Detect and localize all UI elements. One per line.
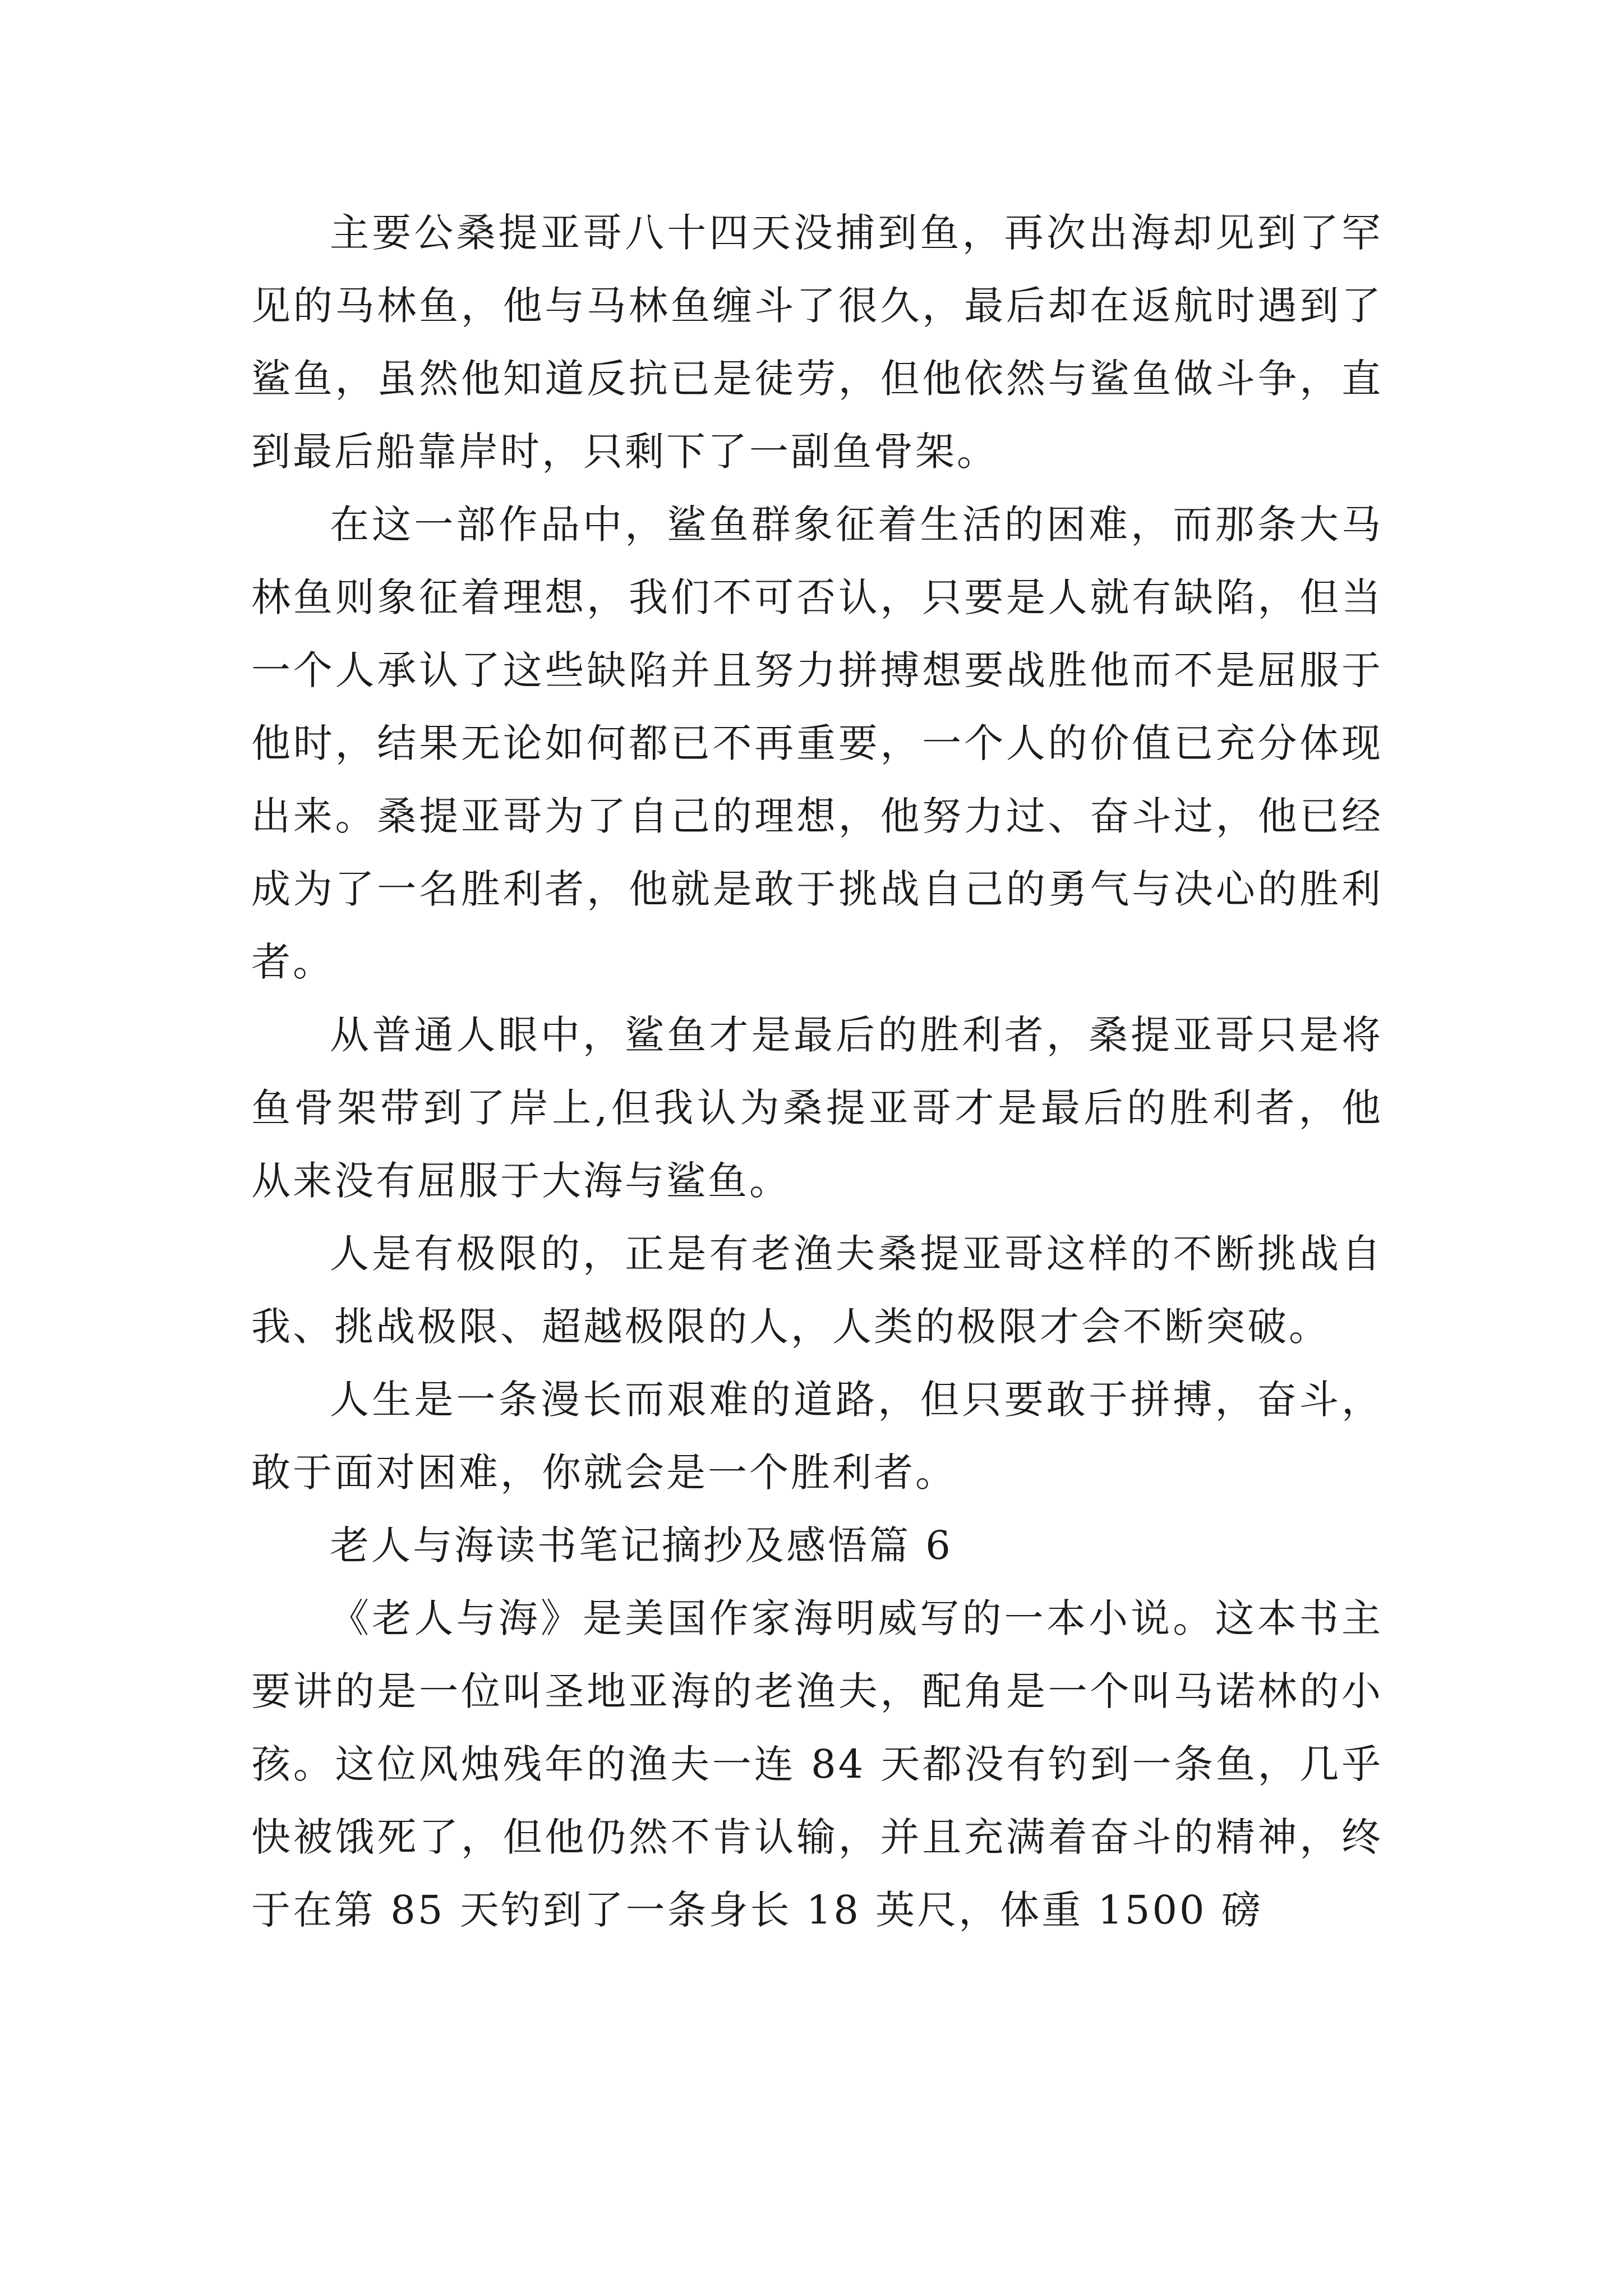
paragraph: 在这一部作品中，鲨鱼群象征着生活的困难，而那条大马林鱼则象征着理想，我们不可否认，只要是人就有缺陷，但当一个人承认了这些缺陷并且努力拼搏想要战胜他而不是屈服于他时，结果无论如何都已不再重要，一个人的价值已充分体现出来。桑提亚哥为了自己的理想，他努力过、奋斗过，他已经成为了一名胜利者，他就是敢于挑战自己的勇气与决心的胜利者。 <box>251 501 1383 985</box>
section-heading: 老人与海读书笔记摘抄及感悟篇 6 <box>330 1522 953 1568</box>
paragraph: 主要公桑提亚哥八十四天没捕到鱼，再次出海却见到了罕见的马林鱼，他与马林鱼缠斗了很久，最后却在返航时遇到了鲨鱼，虽然他知道反抗已是徒劳，但他依然与鲨鱼做斗争，直到最后船靠岸时，只剩下了一副鱼骨架。 <box>251 210 1383 475</box>
document-body <box>251 196 1383 1947</box>
paragraph: 从普通人眼中，鲨鱼才是最后的胜利者，桑提亚哥只是将鱼骨架带到了岸上,但我认为桑提亚哥才是最后的胜利者，他从来没有屈服于大海与鲨鱼。 <box>251 1012 1383 1204</box>
paragraph: 《老人与海》是美国作家海明威写的一本小说。这本书主要讲的是一位叫圣地亚海的老渔夫，配角是一个叫马诺林的小孩。这位风烛残年的渔夫一连 84 天都没有钓到一条鱼，几乎快被饿死了，但他仍然不肯认输，并且充满着奋斗的精神，终于在第 85 天钓到了一条身长 18 英尺，体重 1500 磅 <box>251 1595 1383 1933</box>
paragraph: 人是有极限的，正是有老渔夫桑提亚哥这样的不断挑战自我、挑战极限、超越极限的人，人类的极限才会不断突破。 <box>251 1231 1383 1350</box>
paragraph: 人生是一条漫长而艰难的道路，但只要敢于拼搏，奋斗，敢于面对困难，你就会是一个胜利者。 <box>251 1377 1383 1496</box>
